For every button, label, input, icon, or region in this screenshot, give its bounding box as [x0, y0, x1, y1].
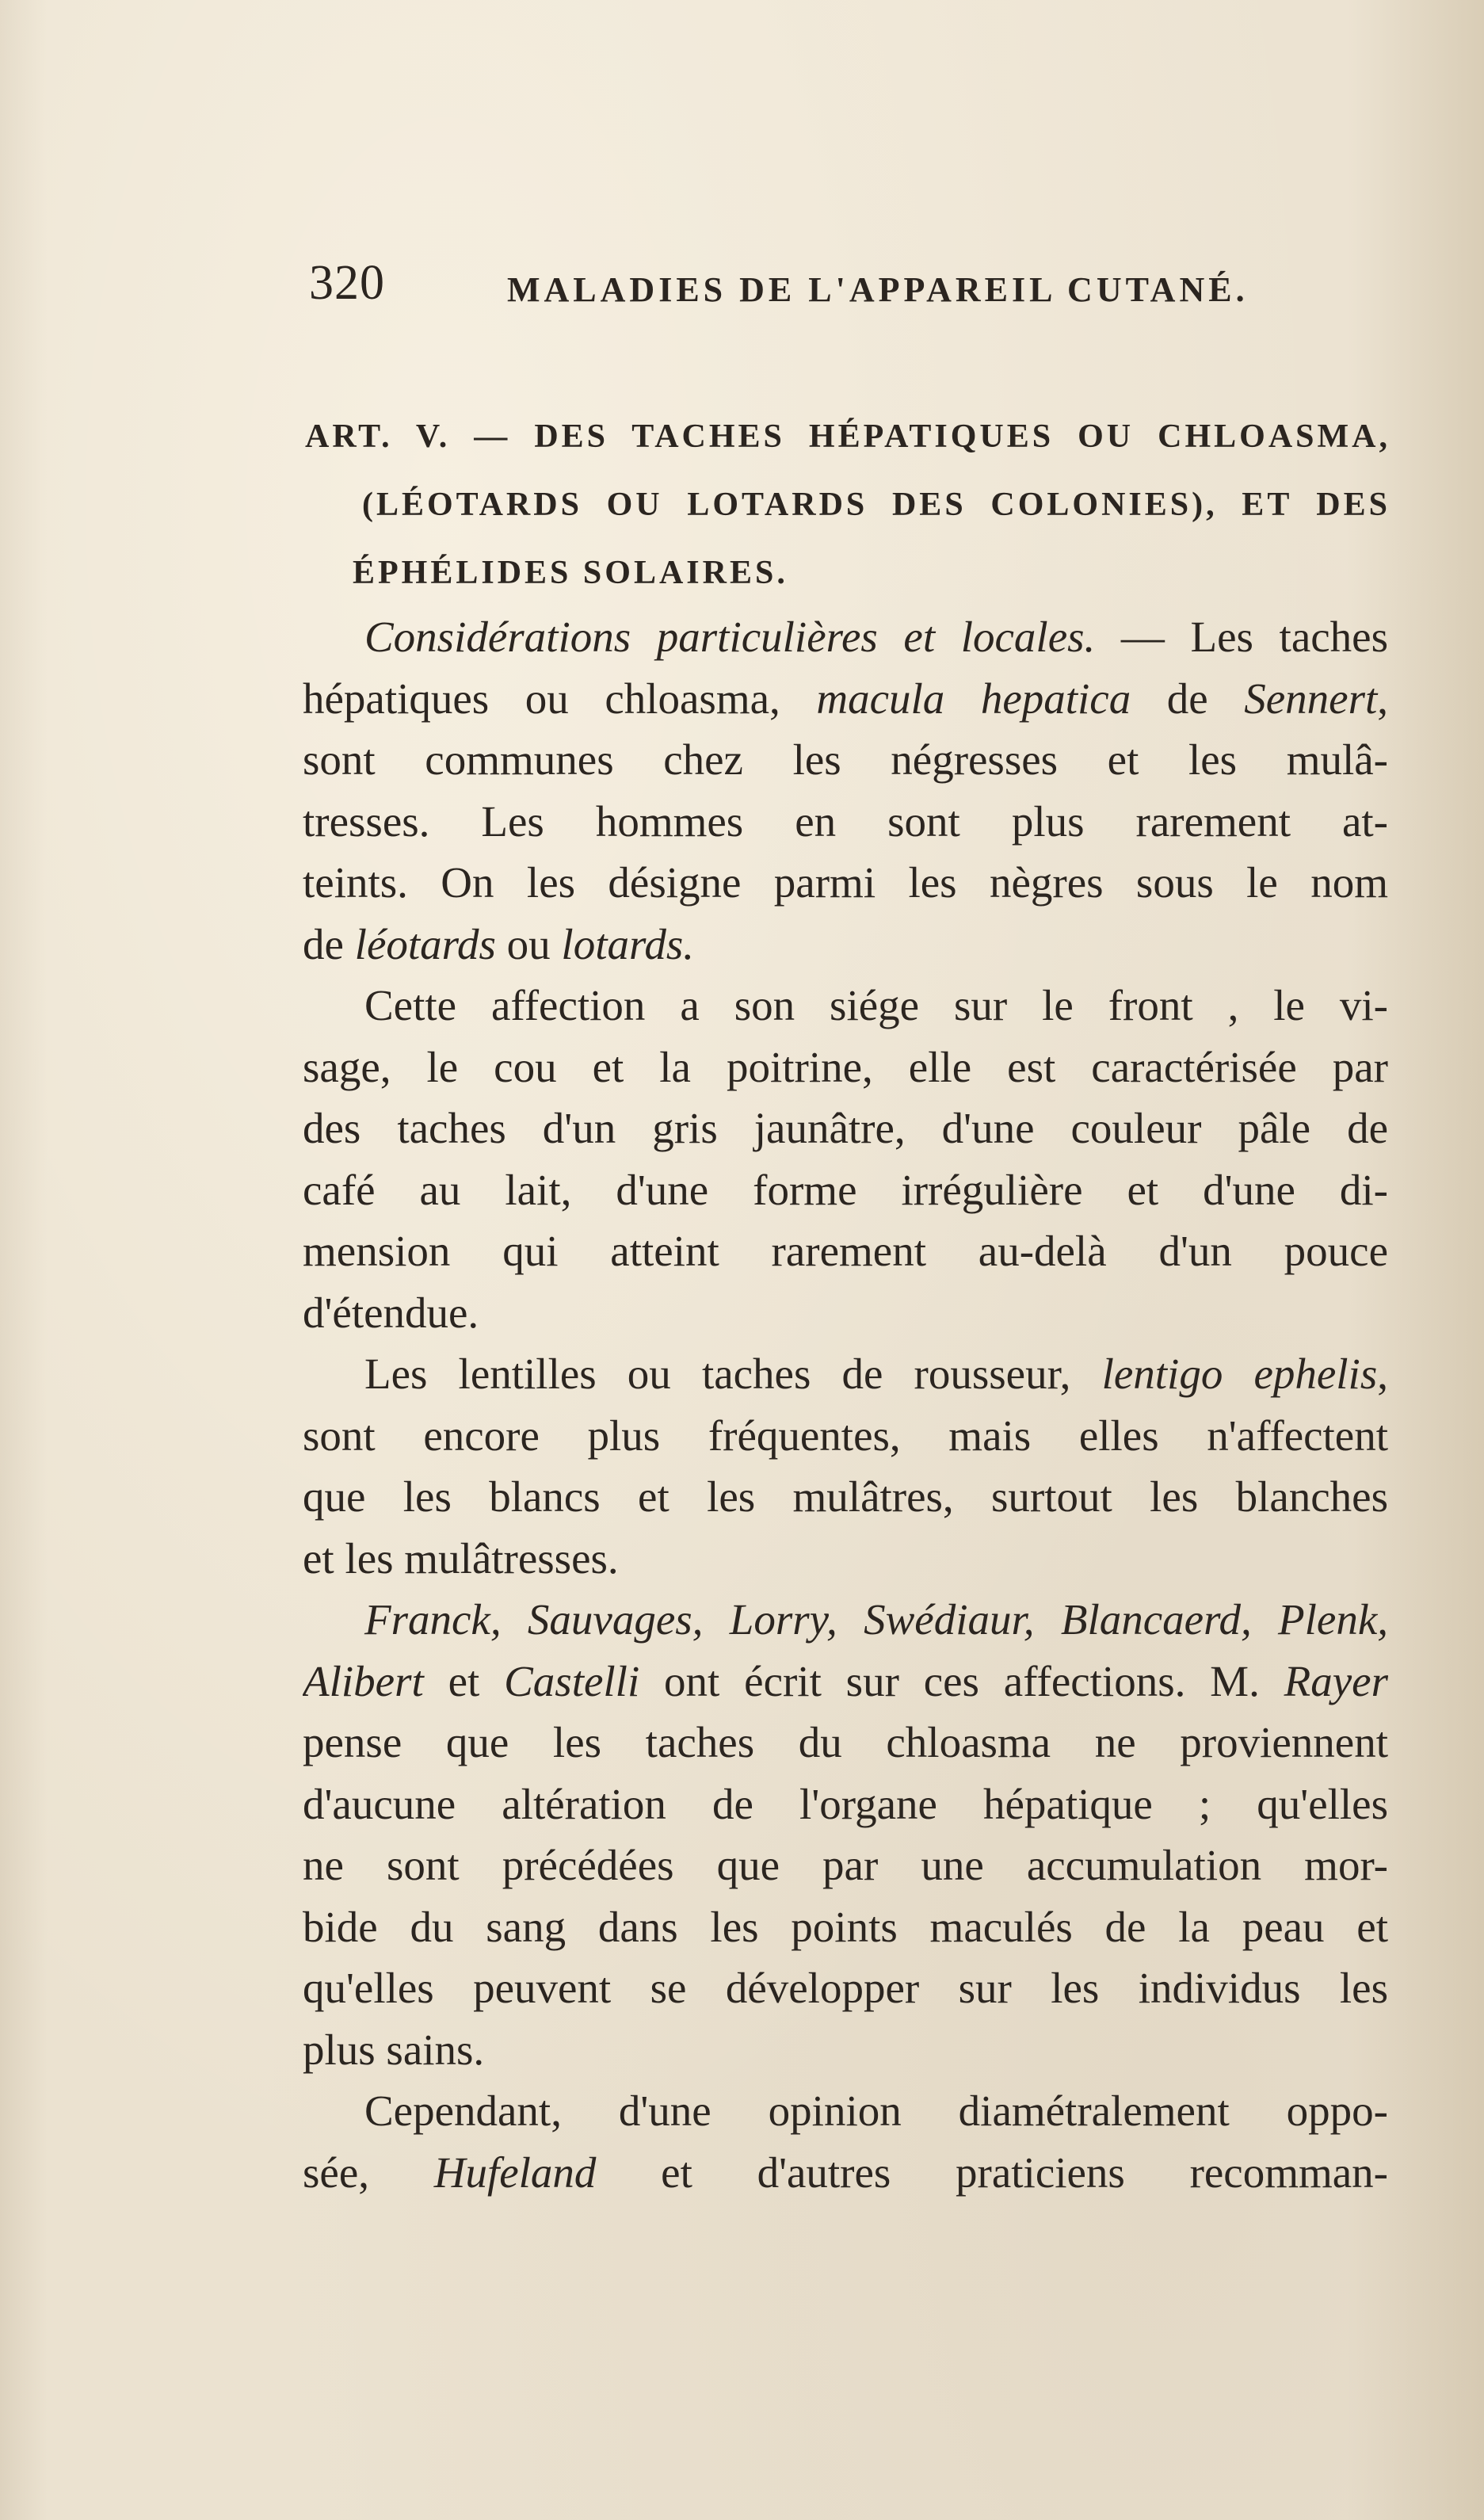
text-line: sont communes chez les négresses et les mulâ-: [303, 735, 1388, 784]
text-line: pense que les taches du chloasma ne proviennent: [303, 1718, 1388, 1766]
text-line: sage, le cou et la poitrine, elle est caractérisée par: [303, 1042, 1388, 1091]
italic-text: Franck, Sauvages, Lorry, Swédiaur, Blancaerd, Plenk,: [364, 1595, 1388, 1644]
text-line: café au lait, d'une forme irrégulière et d'une di-: [303, 1165, 1388, 1214]
text-line: teints. On les désigne parmi les nègres sous le nom: [303, 858, 1388, 907]
italic-text: Alibert: [303, 1656, 424, 1705]
text-line: d'aucune altération de l'organe hépatique ; qu'elles: [303, 1779, 1388, 1828]
text-line: [303, 2142, 1388, 2204]
page-header: [309, 255, 1260, 319]
paragraph-5: [303, 2080, 1388, 2203]
heading-line: (LÉOTARDS OU LOTARDS DES COLONIES), ET DES: [362, 487, 1391, 523]
text-line: [303, 1343, 1388, 1405]
text-line: sont encore plus fréquentes, mais elles n'affectent: [303, 1411, 1388, 1460]
italic-text: Sennert: [1244, 674, 1378, 723]
paragraph-4: [303, 1589, 1388, 2080]
italic-text: Castelli: [504, 1656, 640, 1705]
text-line: Cette affection a son siége sur le front , le vi-: [364, 981, 1388, 1029]
paragraph-2: [303, 975, 1388, 1343]
text-line: Cependant, d'une opinion diamétralement oppo-: [364, 2087, 1388, 2135]
heading-line: ÉPHÉLIDES SOLAIRES.: [353, 555, 788, 591]
text-line: mension qui atteint rarement au-delà d'un pouce: [303, 1227, 1388, 1275]
text-span: et: [423, 1656, 505, 1705]
text-line: [303, 606, 1388, 668]
text-span: ,: [1377, 674, 1388, 723]
italic-text: léotards: [354, 919, 496, 968]
italic-text: macula hepatica: [816, 674, 1131, 723]
page-number: 320: [309, 256, 385, 310]
italic-text: lotards.: [561, 919, 694, 968]
running-title: MALADIES DE L'APPAREIL CUTANÉ.: [507, 270, 1249, 309]
italic-text: Hufeland: [433, 2148, 597, 2197]
text-line: tresses. Les hommes en sont plus rarement at-: [303, 796, 1388, 846]
text-span: ,: [1377, 1350, 1388, 1398]
text-line: qu'elles peuvent se développer sur les individus les: [303, 1964, 1388, 2012]
text-span: et d'autres praticiens recomman-: [596, 2148, 1388, 2197]
text-line: et les mulâtresses.: [303, 1533, 619, 1583]
italic-text: lentigo ephelis: [1101, 1350, 1378, 1398]
text-line: plus sains.: [303, 2025, 485, 2074]
text-span: sée,: [303, 2148, 434, 2197]
text-span: de: [303, 919, 355, 968]
heading-line: ART. V. — DES TACHES HÉPATIQUES OU CHLOASMA,: [305, 418, 1391, 455]
text-span: de: [1131, 674, 1245, 723]
text-span: Les lentilles ou taches de rousseur,: [364, 1350, 1102, 1398]
text-span: ont écrit sur ces affections. M.: [639, 1656, 1284, 1705]
text-span: — Les taches: [1095, 613, 1388, 661]
text-line: ne sont précédées que par une accumulation mor-: [303, 1841, 1388, 1889]
text-line: que les blancs et les mulâtres, surtout les blanches: [303, 1472, 1388, 1521]
italic-text: Rayer: [1284, 1656, 1388, 1705]
text-span: ou: [495, 919, 562, 968]
text-line: [303, 668, 1388, 730]
body-text: [303, 606, 1388, 2203]
text-line: [303, 914, 1388, 976]
italic-text: Considérations particulières et locales.: [364, 613, 1096, 661]
paragraph-1: [303, 606, 1388, 975]
text-line: des taches d'un gris jaunâtre, d'une couleur pâle de: [303, 1104, 1388, 1152]
article-heading: [305, 403, 1391, 607]
text-span: hépatiques ou chloasma,: [303, 674, 817, 723]
text-line: [303, 1589, 1388, 1651]
paragraph-3: [303, 1343, 1388, 1589]
text-line: [303, 1651, 1388, 1712]
text-line: d'étendue.: [303, 1288, 479, 1337]
text-line: bide du sang dans les points maculés de la peau et: [303, 1902, 1388, 1951]
